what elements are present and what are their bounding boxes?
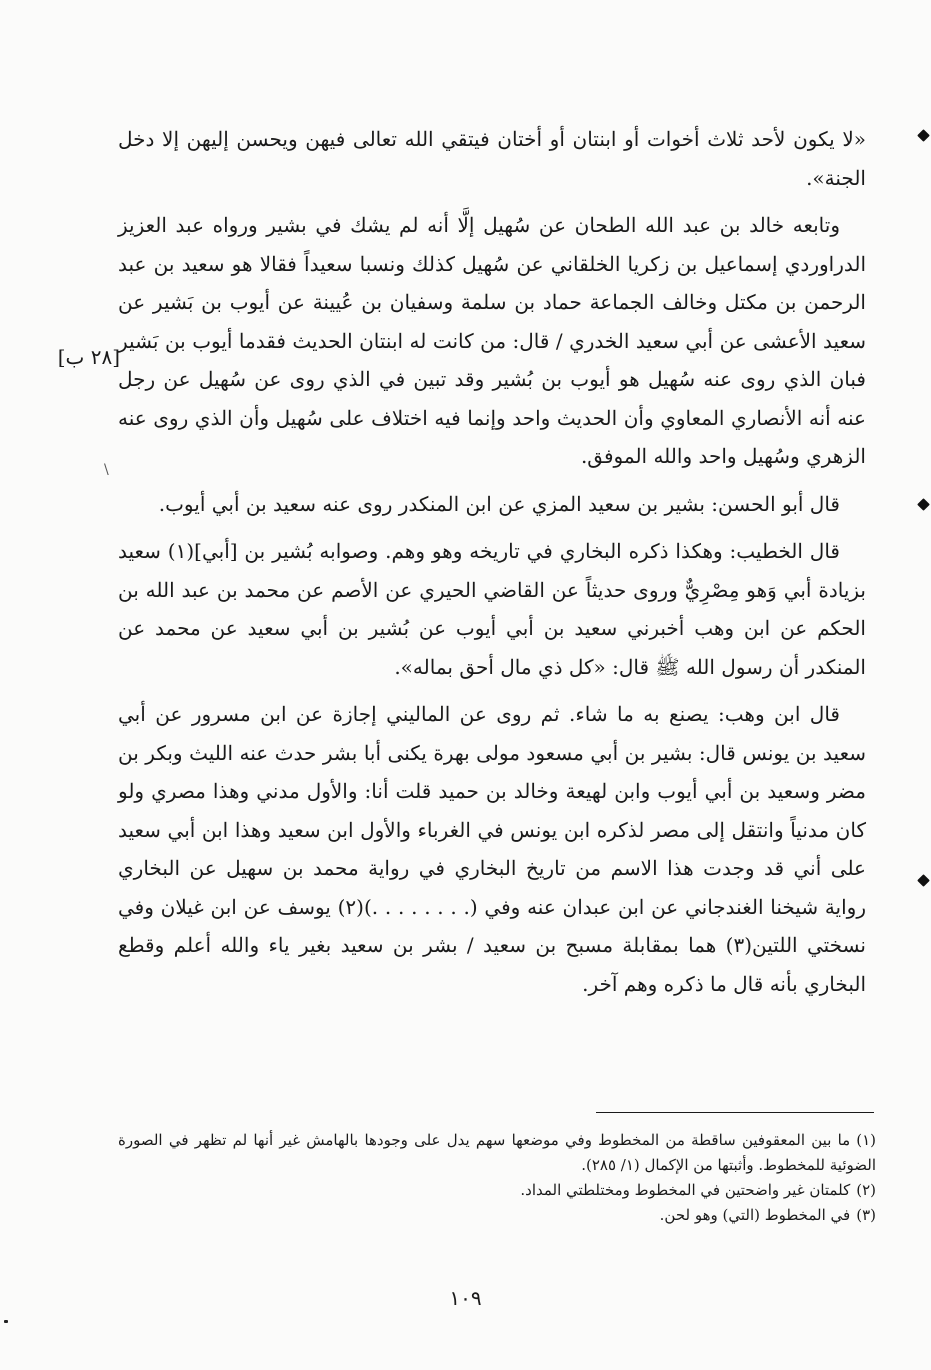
main-text [118, 120, 866, 1012]
paragraph-khalid-tahhan: وتابعه خالد بن عبد الله الطحان عن سُهيل إلَّا أنه لم يشك في بشير ورواه عبد العزيز الدراوردي إسماعيل بن زكريا الخلقاني عن سُهيل كذلك ونسبا سعيداً فقالا هو سعيد بن عبد الرحمن بن مكتل وخالف الجماعة حماد بن سلمة وسفيان بن عُيينة عن أيوب بن بَشير عن سعيد الأعشى عن أبي سعيد الخدري / قال: من كانت له ابنتان الحديث فقدما أيوب بن بَشير فبان الذي روى عنه سُهيل هو أيوب بن بُشير وقد تبين في الذي روى عن سُهيل عن رجل عنه أنه الأنصاري المعاوي وأن الحديث واحد وإنما فيه اختلاف على سُهيل وأن الذي روى عنه الزهري وسُهيل واحد والله الموفق. [118, 213, 866, 468]
manuscript-folio-reference: [٢٨ ب] [57, 345, 120, 369]
paragraph-abu-al-hasan: قال أبو الحسن: بشير بن سعيد المزي عن ابن المنكدر روى عنه سعيد بن أبي أيوب. [158, 491, 840, 516]
footnote-3 [118, 1203, 876, 1228]
margin-bullet-middle [917, 498, 930, 511]
footnote-1 [118, 1128, 876, 1178]
footnote-2 [118, 1178, 876, 1203]
footnote-2-text: كلمتان غير واضحتين في المخطوط ومختلطتي المداد. [520, 1181, 851, 1199]
footnote-3-number: (٣) [856, 1206, 876, 1224]
paragraph-hadith-quote: «لا يكون لأحد ثلاث أخوات أو ابنتان أو أختان فيتقي الله تعالى فيهن ويحسن إليهن إلا دخل الجنة». [118, 127, 866, 190]
footnote-3-text: في المخطوط (التي) وهو لحن. [659, 1206, 851, 1224]
footnotes [118, 1128, 876, 1228]
paragraph-al-khatib: قال الخطيب: وهكذا ذكره البخاري في تاريخه وهو وهم. وصوابه بُشير بن [أبي](١) سعيد بزيادة أبي وَهو مِصْرِيٌّ وروى حديثاً عن القاضي الحيري عن الأصم عن محمد بن عبد الله بن الحكم عن ابن وهب أخبرني سعيد بن أبي أيوب عن بُشير بن أبي سعيد عن محمد عن المنكدر أن رسول الله ﷺ قال: «كل ذي مال أحق بماله». [118, 539, 866, 679]
margin-bullet-top [917, 129, 930, 142]
paragraph-ibn-wahb: قال ابن وهب: يصنع به ما شاء. ثم روى عن الماليني إجازة عن ابن مسرور عن أبي سعيد بن يونس قال: بشير بن أبي مسعود مولى بهرة يكنى أبا بشر حدث عنه الليث وبكر بن مضر وسعيد بن أبي أيوب وابن لهيعة وخالد بن حميد قلت أنا: والأول مدني وهذا مصري ولو كان مدنياً وانتقل إلى مصر لذكره ابن يونس في الغرباء والأول ابن سعيد وهذا ابن أبي سعيد على أني قد وجدت هذا الاسم من تاريخ البخاري في رواية محمد بن سهيل عن البخاري رواية شيخنا الغندجاني عن ابن عبدان عنه وفي (. . . . . . . .)(٢) يوسف عن ابن غيلان وفي نسختي اللتين(٣) هما بمقابلة مسبح بن سعيد / بشر بن سعيد بغير ياء والله أعلم وقطع البخاري بأنه قال ما ذكره وهم آخر. [118, 702, 867, 996]
footnote-separator [596, 1112, 874, 1113]
footnote-1-text: ما بين المعقوفين ساقطة من المخطوط وفي موضعها سهم يدل على وجودها بالهامش غير أنها لم تظهر في الصورة الضوئية للمخطوط. وأثبتها من الإكمال (١/ ٢٨٥). [118, 1131, 876, 1174]
margin-tick-mark: \ [104, 462, 109, 478]
page-number: ١٠٩ [449, 1286, 482, 1310]
margin-bullet-lower [917, 874, 930, 887]
scan-speck [4, 1320, 8, 1323]
footnote-1-number: (١) [856, 1131, 876, 1149]
footnote-2-number: (٢) [856, 1181, 876, 1199]
